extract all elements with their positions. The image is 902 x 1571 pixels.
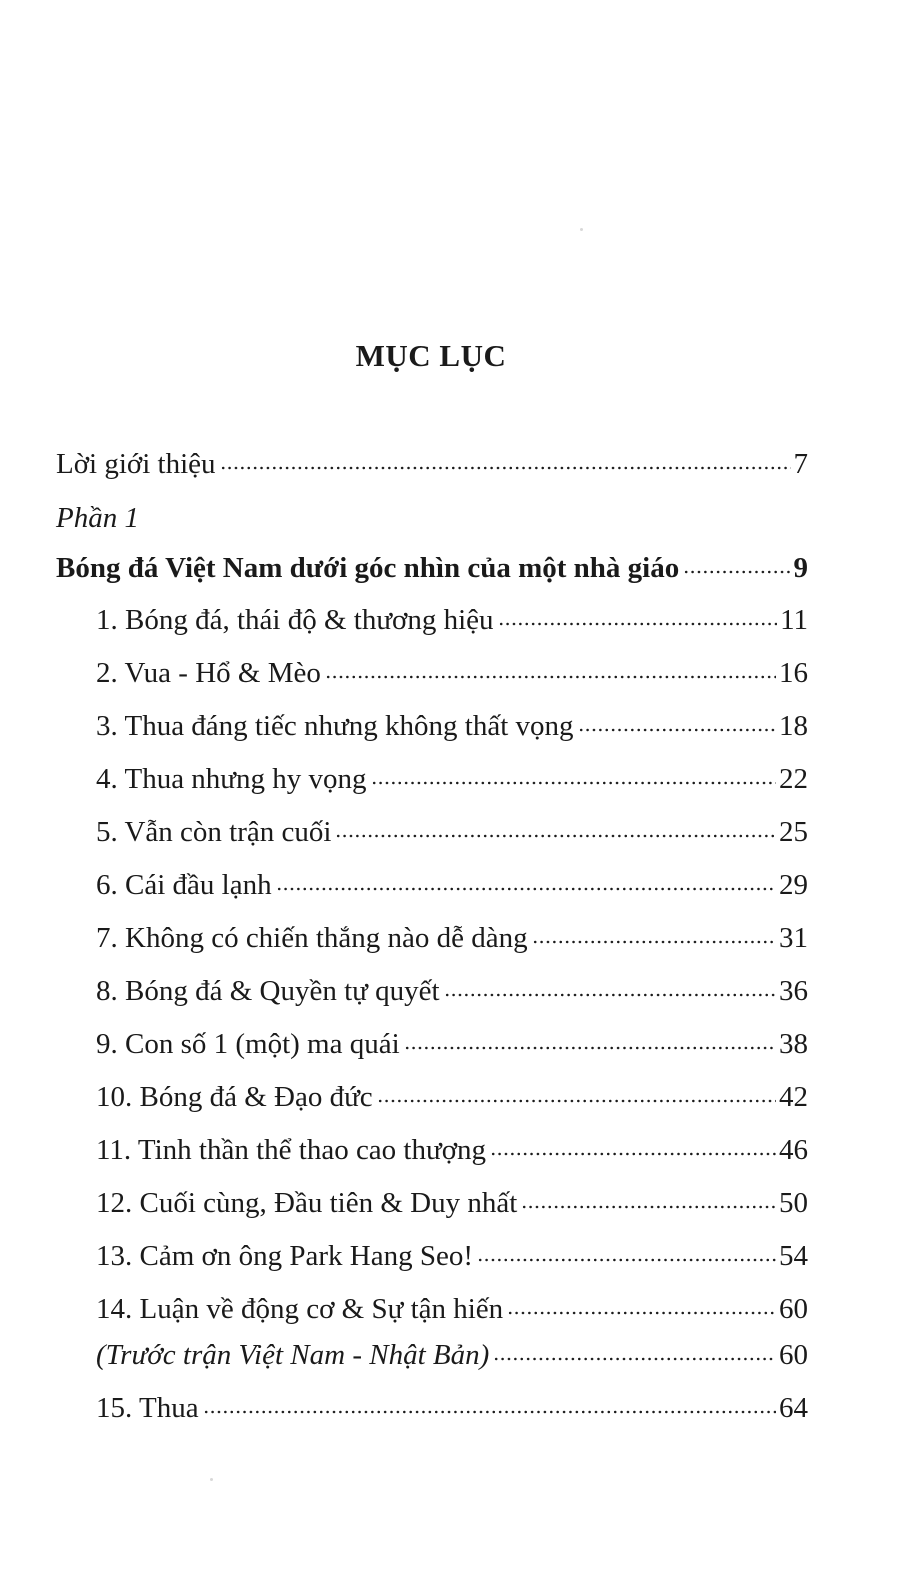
toc-entry-page: 22 [779, 763, 808, 795]
toc-entry-page: 64 [779, 1392, 808, 1424]
toc-entry-label: 5. Vẫn còn trận cuối [96, 816, 332, 848]
toc-entry-subtitle [96, 1341, 808, 1381]
toc-entry-label: 6. Cái đầu lạnh [96, 869, 272, 901]
dot-leader [683, 569, 790, 575]
toc-entry [96, 712, 808, 752]
toc-entry-label: Lời giới thiệu [56, 448, 216, 480]
dot-leader [276, 886, 776, 892]
toc-entry [96, 1295, 808, 1335]
toc-entry [96, 1242, 808, 1282]
toc-entry [96, 871, 808, 911]
toc-entry-label: 13. Cảm ơn ông Park Hang Seo! [96, 1240, 473, 1272]
toc-entry [96, 765, 808, 805]
toc-entry-label: 9. Con số 1 (một) ma quái [96, 1028, 400, 1060]
scan-speck [210, 1478, 213, 1481]
toc-entry-page: 38 [779, 1028, 808, 1060]
toc-entry-label: 1. Bóng đá, thái độ & thương hiệu [96, 604, 494, 636]
toc-entry [96, 1394, 808, 1434]
dot-leader [335, 833, 776, 839]
toc-entry [96, 1189, 808, 1229]
toc-entry-page: 16 [779, 657, 808, 689]
toc-entry-label: 7. Không có chiến thắng nào dễ dàng [96, 922, 528, 954]
toc-entry-page: 36 [779, 975, 808, 1007]
dot-leader [444, 992, 776, 998]
dot-leader [377, 1098, 776, 1104]
toc-entry-label: 2. Vua - Hổ & Mèo [96, 657, 321, 689]
toc-entry-page: 60 [779, 1293, 808, 1325]
toc-entry-label: 12. Cuối cùng, Đầu tiên & Duy nhất [96, 1187, 518, 1219]
toc-entry [56, 450, 808, 490]
toc-entry-label: 10. Bóng đá & Đạo đức [96, 1081, 373, 1113]
dot-leader [325, 674, 776, 680]
dot-leader [490, 1151, 776, 1157]
toc-entry-label: 8. Bóng đá & Quyền tự quyết [96, 975, 440, 1007]
toc-entry-page: 60 [779, 1339, 808, 1371]
dot-leader [203, 1409, 776, 1415]
toc-entry-page: 29 [779, 869, 808, 901]
dot-leader [371, 780, 776, 786]
toc-entry-page: 50 [779, 1187, 808, 1219]
toc-entry-page: 9 [793, 552, 808, 584]
toc-entry-label: 11. Tinh thần thể thao cao thượng [96, 1134, 487, 1166]
scan-speck [580, 228, 583, 231]
page-title: MỤC LỤC [355, 338, 507, 373]
dot-leader [532, 939, 776, 945]
dot-leader [507, 1310, 776, 1316]
toc-entry-page: 11 [780, 604, 808, 636]
toc-entry-label: 15. Thua [96, 1392, 199, 1424]
toc-entry [96, 606, 808, 646]
dot-leader [220, 465, 791, 471]
toc-entry-label: (Trước trận Việt Nam - Nhật Bản) [96, 1339, 490, 1371]
toc-entry-page: 18 [779, 710, 808, 742]
toc-entry [96, 1030, 808, 1070]
toc-entry-part-title [56, 554, 808, 594]
toc-entry [96, 977, 808, 1017]
toc-entry-label: 14. Luận về động cơ & Sự tận hiến [96, 1293, 504, 1325]
toc-entry-page: 54 [779, 1240, 808, 1272]
toc-entry-label: 3. Thua đáng tiếc nhưng không thất vọng [96, 710, 574, 742]
dot-leader [477, 1257, 776, 1263]
dot-leader [498, 621, 778, 627]
toc-entry-page: 25 [779, 816, 808, 848]
toc-entry-page: 46 [779, 1134, 808, 1166]
toc-entry [96, 659, 808, 699]
toc-entry [96, 1083, 808, 1123]
part-heading: Phần 1 [56, 502, 139, 534]
toc-entry-page: 7 [793, 448, 808, 480]
dot-leader [493, 1356, 776, 1362]
dot-leader [578, 727, 777, 733]
toc-entry [96, 924, 808, 964]
toc-entry-page: 42 [779, 1081, 808, 1113]
toc-entry-page: 31 [779, 922, 808, 954]
dot-leader [521, 1204, 776, 1210]
dot-leader [404, 1045, 776, 1051]
toc-entry-label: Bóng đá Việt Nam dưới góc nhìn của một nhà giáo [56, 552, 680, 584]
toc-entry-label: 4. Thua nhưng hy vọng [96, 763, 367, 795]
toc-entry [96, 1136, 808, 1176]
toc-entry [96, 818, 808, 858]
